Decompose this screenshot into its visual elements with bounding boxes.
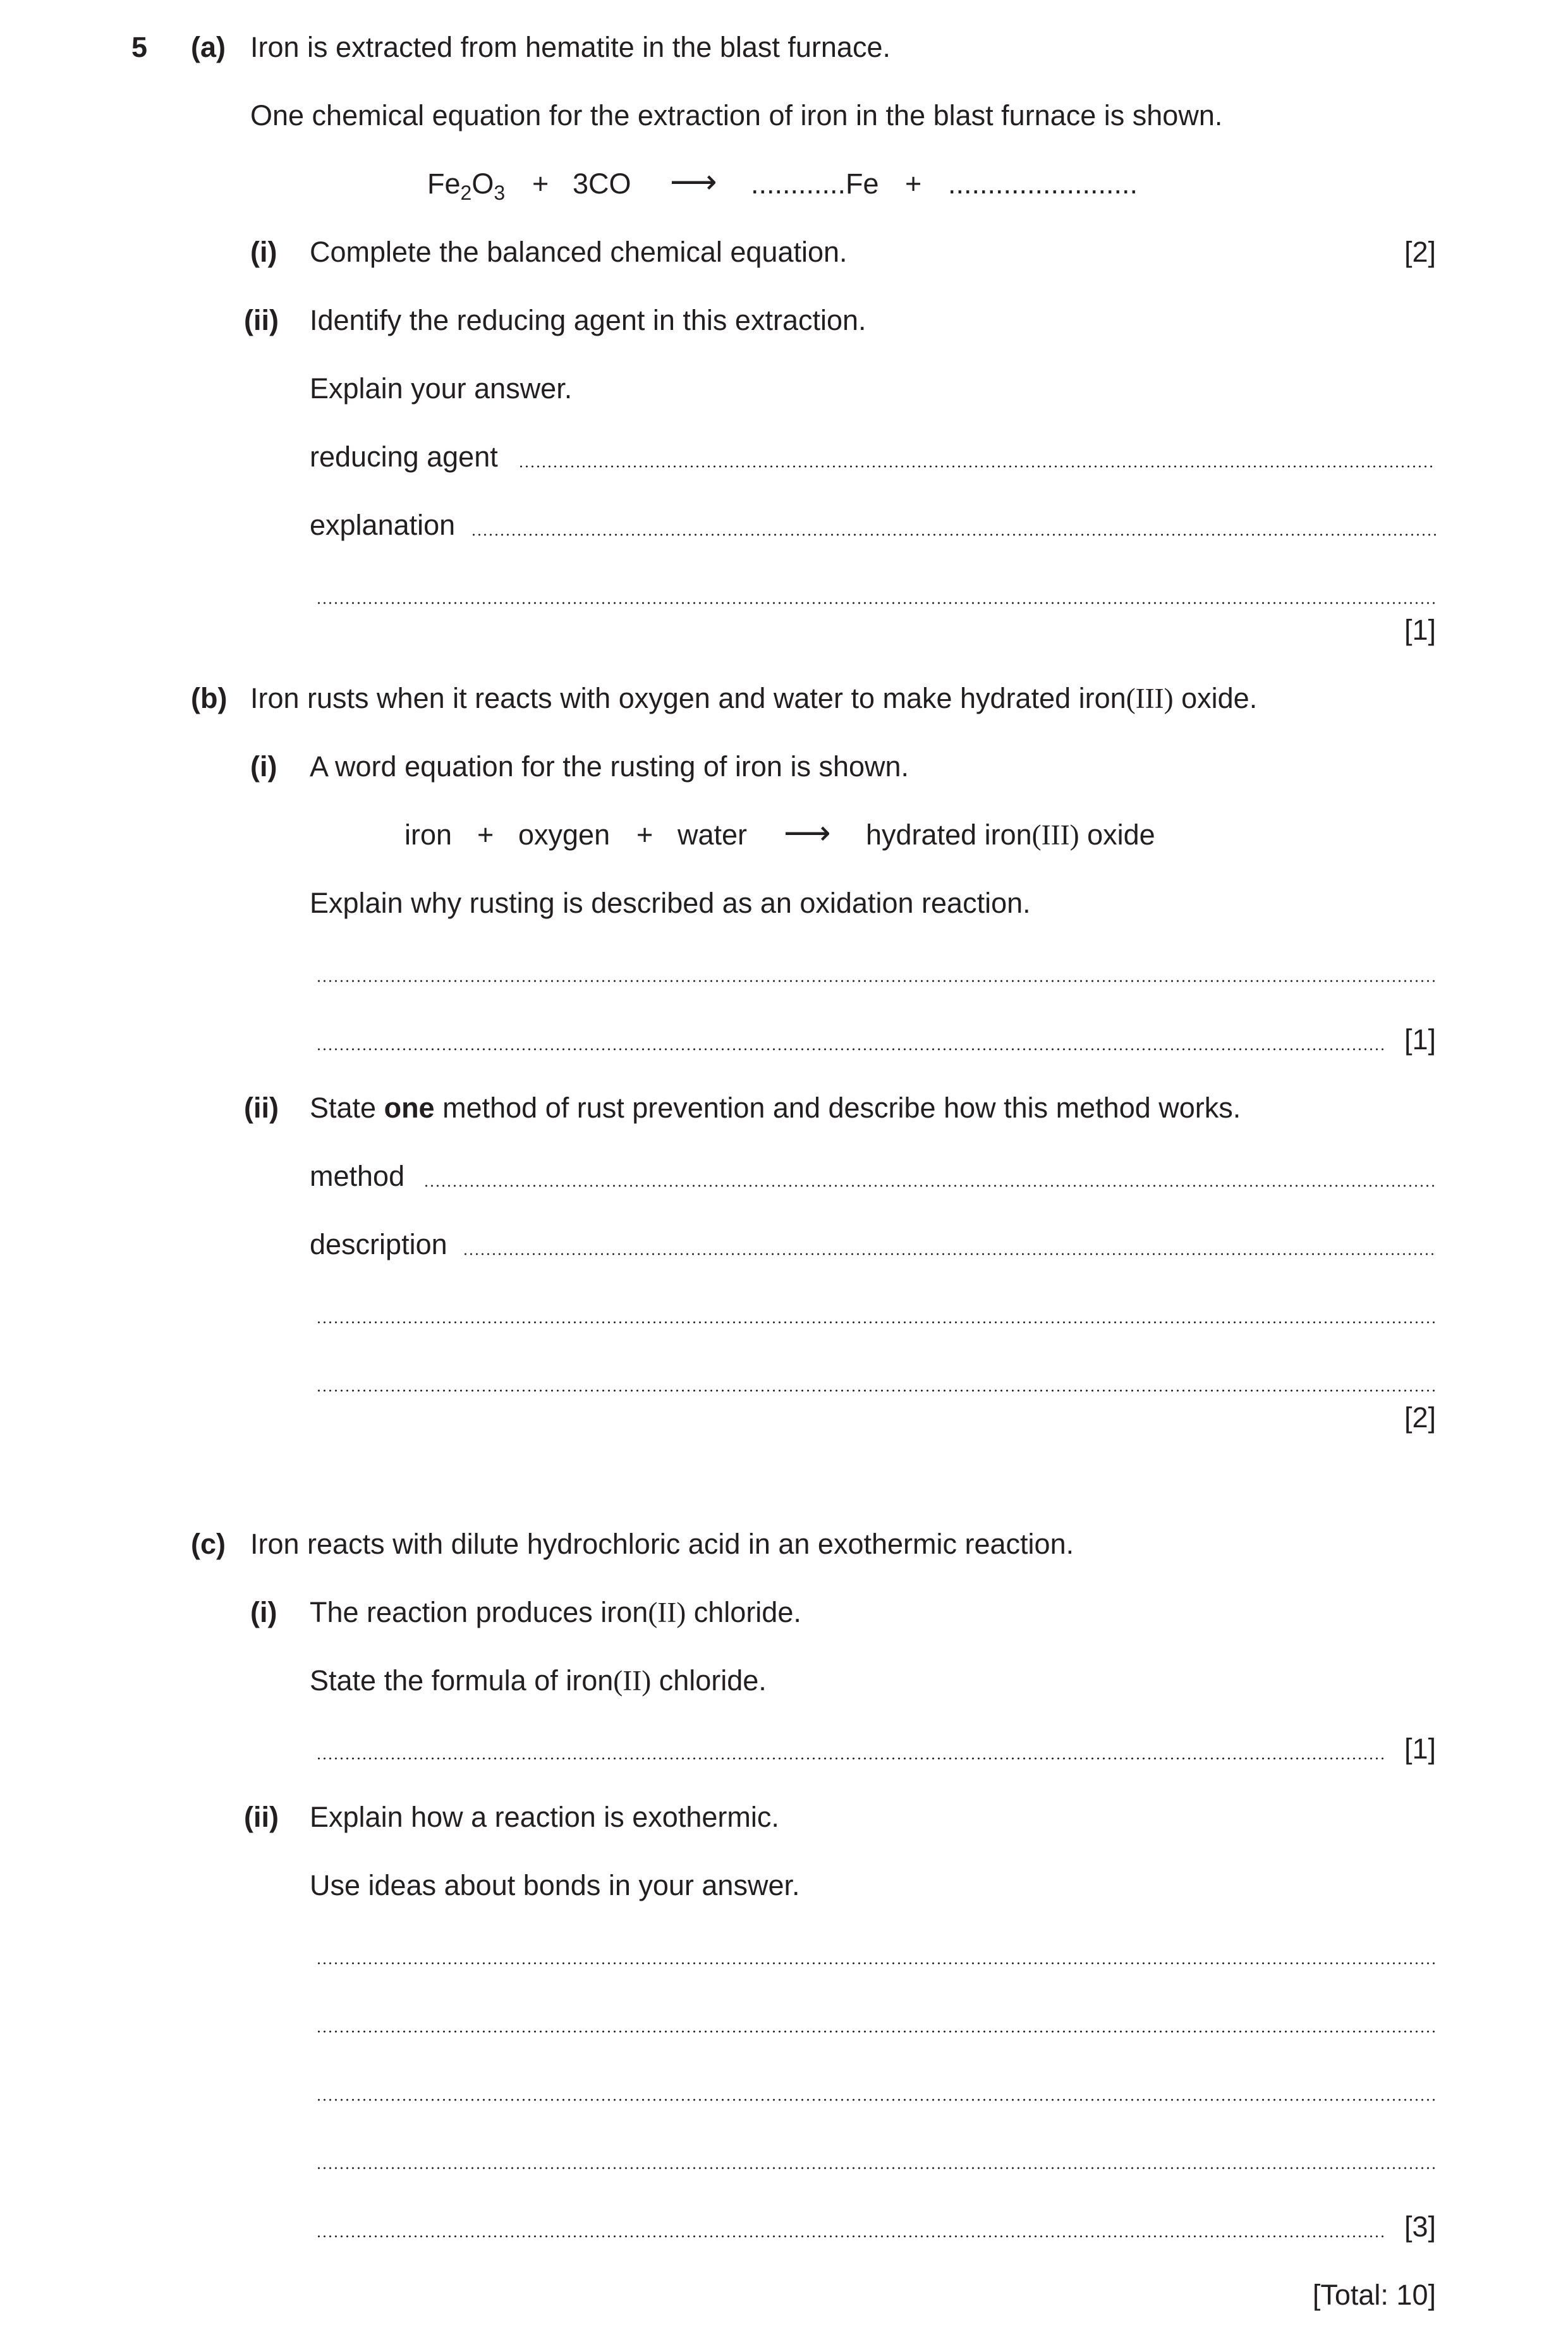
- eq-blank-fe[interactable]: ............Fe: [751, 168, 879, 200]
- word-eq-plus-2: +: [636, 819, 653, 851]
- description-answer-line-1[interactable]: [463, 1252, 1436, 1256]
- part-c-label: (c): [191, 1528, 226, 1560]
- part-b-i-answer-line-1[interactable]: [316, 979, 1436, 983]
- part-b-i-text: A word equation for the rusting of iron is shown.: [310, 750, 909, 783]
- part-c-i-answer-line[interactable]: [316, 1757, 1385, 1760]
- description-answer-line-3[interactable]: [316, 1389, 1436, 1393]
- reducing-agent-answer-line[interactable]: [518, 465, 1436, 468]
- eq-sub-3: 3: [494, 181, 506, 204]
- eq-plus-1: +: [532, 168, 549, 200]
- eq-fe: Fe: [427, 168, 461, 200]
- part-c-i-question-end: chloride.: [651, 1664, 767, 1697]
- part-a-ii-explain: Explain your answer.: [310, 372, 573, 405]
- part-a-ii-label: (ii): [244, 304, 279, 336]
- part-c-i-text: [310, 1598, 801, 1627]
- part-a-i-label: (i): [250, 236, 277, 268]
- part-c-ii-answer-line-2[interactable]: [316, 2030, 1436, 2033]
- part-b-ii-marks: [2]: [1404, 1401, 1436, 1434]
- part-b-i-label: (i): [250, 750, 277, 783]
- part-c-ii-marks: [3]: [1404, 2210, 1436, 2243]
- part-c-stem: Iron reacts with dilute hydrochloric acid in an exothermic reaction.: [250, 1528, 1074, 1560]
- word-eq-product: [866, 820, 1155, 850]
- word-eq-water: water: [678, 819, 748, 851]
- roman-numeral-iii: (III): [1031, 819, 1079, 851]
- explanation-answer-line-2[interactable]: [316, 601, 1436, 605]
- word-eq-iron: iron: [404, 819, 453, 851]
- part-b-stem-text: Iron rusts when it reacts with oxygen and water to make hydrated iron: [250, 682, 1126, 714]
- method-answer-line[interactable]: [423, 1184, 1436, 1188]
- roman-numeral-ii: (II): [648, 1597, 686, 1628]
- word-eq-arrow: ⟶: [784, 815, 831, 851]
- eq-blank-product[interactable]: ........................: [948, 168, 1138, 200]
- word-eq-oxygen: oxygen: [518, 819, 611, 851]
- part-c-ii-answer-line-4[interactable]: [316, 2166, 1436, 2170]
- explanation-label: explanation: [310, 509, 456, 541]
- part-b-i-marks: [1]: [1404, 1023, 1436, 1056]
- part-c-i-label: (i): [250, 1596, 277, 1628]
- description-answer-line-2[interactable]: [316, 1320, 1436, 1324]
- part-a-stem: Iron is extracted from hematite in the blast furnace.: [250, 31, 890, 63]
- roman-numeral-iii: (III): [1126, 683, 1174, 714]
- eq-co: 3CO: [573, 168, 631, 200]
- part-a-i-marks: [2]: [1404, 236, 1436, 268]
- word-eq-product-end: oxide: [1079, 819, 1155, 851]
- part-c-ii-answer-line-5[interactable]: [316, 2234, 1385, 2238]
- part-c-i-question: [310, 1666, 767, 1695]
- eq-sub-2: 2: [460, 181, 472, 204]
- part-c-ii-text: Explain how a reaction is exothermic.: [310, 1801, 779, 1833]
- part-a-ii-marks: [1]: [1404, 614, 1436, 646]
- part-b-ii-text-start: State: [310, 1092, 384, 1124]
- part-c-i-text-end: chloride.: [686, 1596, 801, 1628]
- part-b-label: (b): [191, 682, 228, 714]
- reducing-agent-label: reducing agent: [310, 441, 498, 473]
- eq-arrow: ⟶: [670, 164, 717, 200]
- explanation-answer-line-1[interactable]: [471, 533, 1436, 537]
- part-a-intro: One chemical equation for the extraction of iron in the blast furnace is shown.: [250, 99, 1223, 131]
- part-b-ii-label: (ii): [244, 1092, 279, 1124]
- eq-plus-2: +: [905, 168, 922, 200]
- part-a-label: (a): [191, 31, 226, 63]
- total-marks: [Total: 10]: [1312, 2279, 1436, 2311]
- part-b-i-question: Explain why rusting is described as an oxidation reaction.: [310, 887, 1031, 919]
- part-c-i-marks: [1]: [1404, 1733, 1436, 1765]
- part-b-ii-emphasis: one: [384, 1092, 435, 1124]
- part-b-i-answer-line-2[interactable]: [316, 1047, 1385, 1051]
- description-label: description: [310, 1228, 447, 1260]
- part-c-i-question-start: State the formula of iron: [310, 1664, 614, 1697]
- part-b-ii-text-end: method of rust prevention and describe how this method works.: [434, 1092, 1241, 1124]
- word-eq-product-text: hydrated iron: [866, 819, 1032, 851]
- part-b-stem: [250, 684, 1257, 713]
- part-c-ii-answer-line-1[interactable]: [316, 1961, 1436, 1965]
- part-b-ii-text: [310, 1094, 1241, 1122]
- part-a-ii-text: Identify the reducing agent in this extraction.: [310, 304, 866, 336]
- part-c-ii-hint: Use ideas about bonds in your answer.: [310, 1869, 800, 1901]
- part-c-i-text-start: The reaction produces iron: [310, 1596, 648, 1628]
- part-b-stem-end: oxide.: [1173, 682, 1258, 714]
- method-label: method: [310, 1160, 405, 1192]
- part-a-i-text: Complete the balanced chemical equation.: [310, 236, 848, 268]
- extraction-equation: [427, 168, 506, 204]
- roman-numeral-ii: (II): [613, 1665, 652, 1697]
- part-c-ii-answer-line-3[interactable]: [316, 2098, 1436, 2102]
- question-number: 5: [131, 31, 148, 63]
- word-eq-plus-1: +: [477, 819, 494, 851]
- eq-o: O: [471, 168, 494, 200]
- part-c-ii-label: (ii): [244, 1801, 279, 1833]
